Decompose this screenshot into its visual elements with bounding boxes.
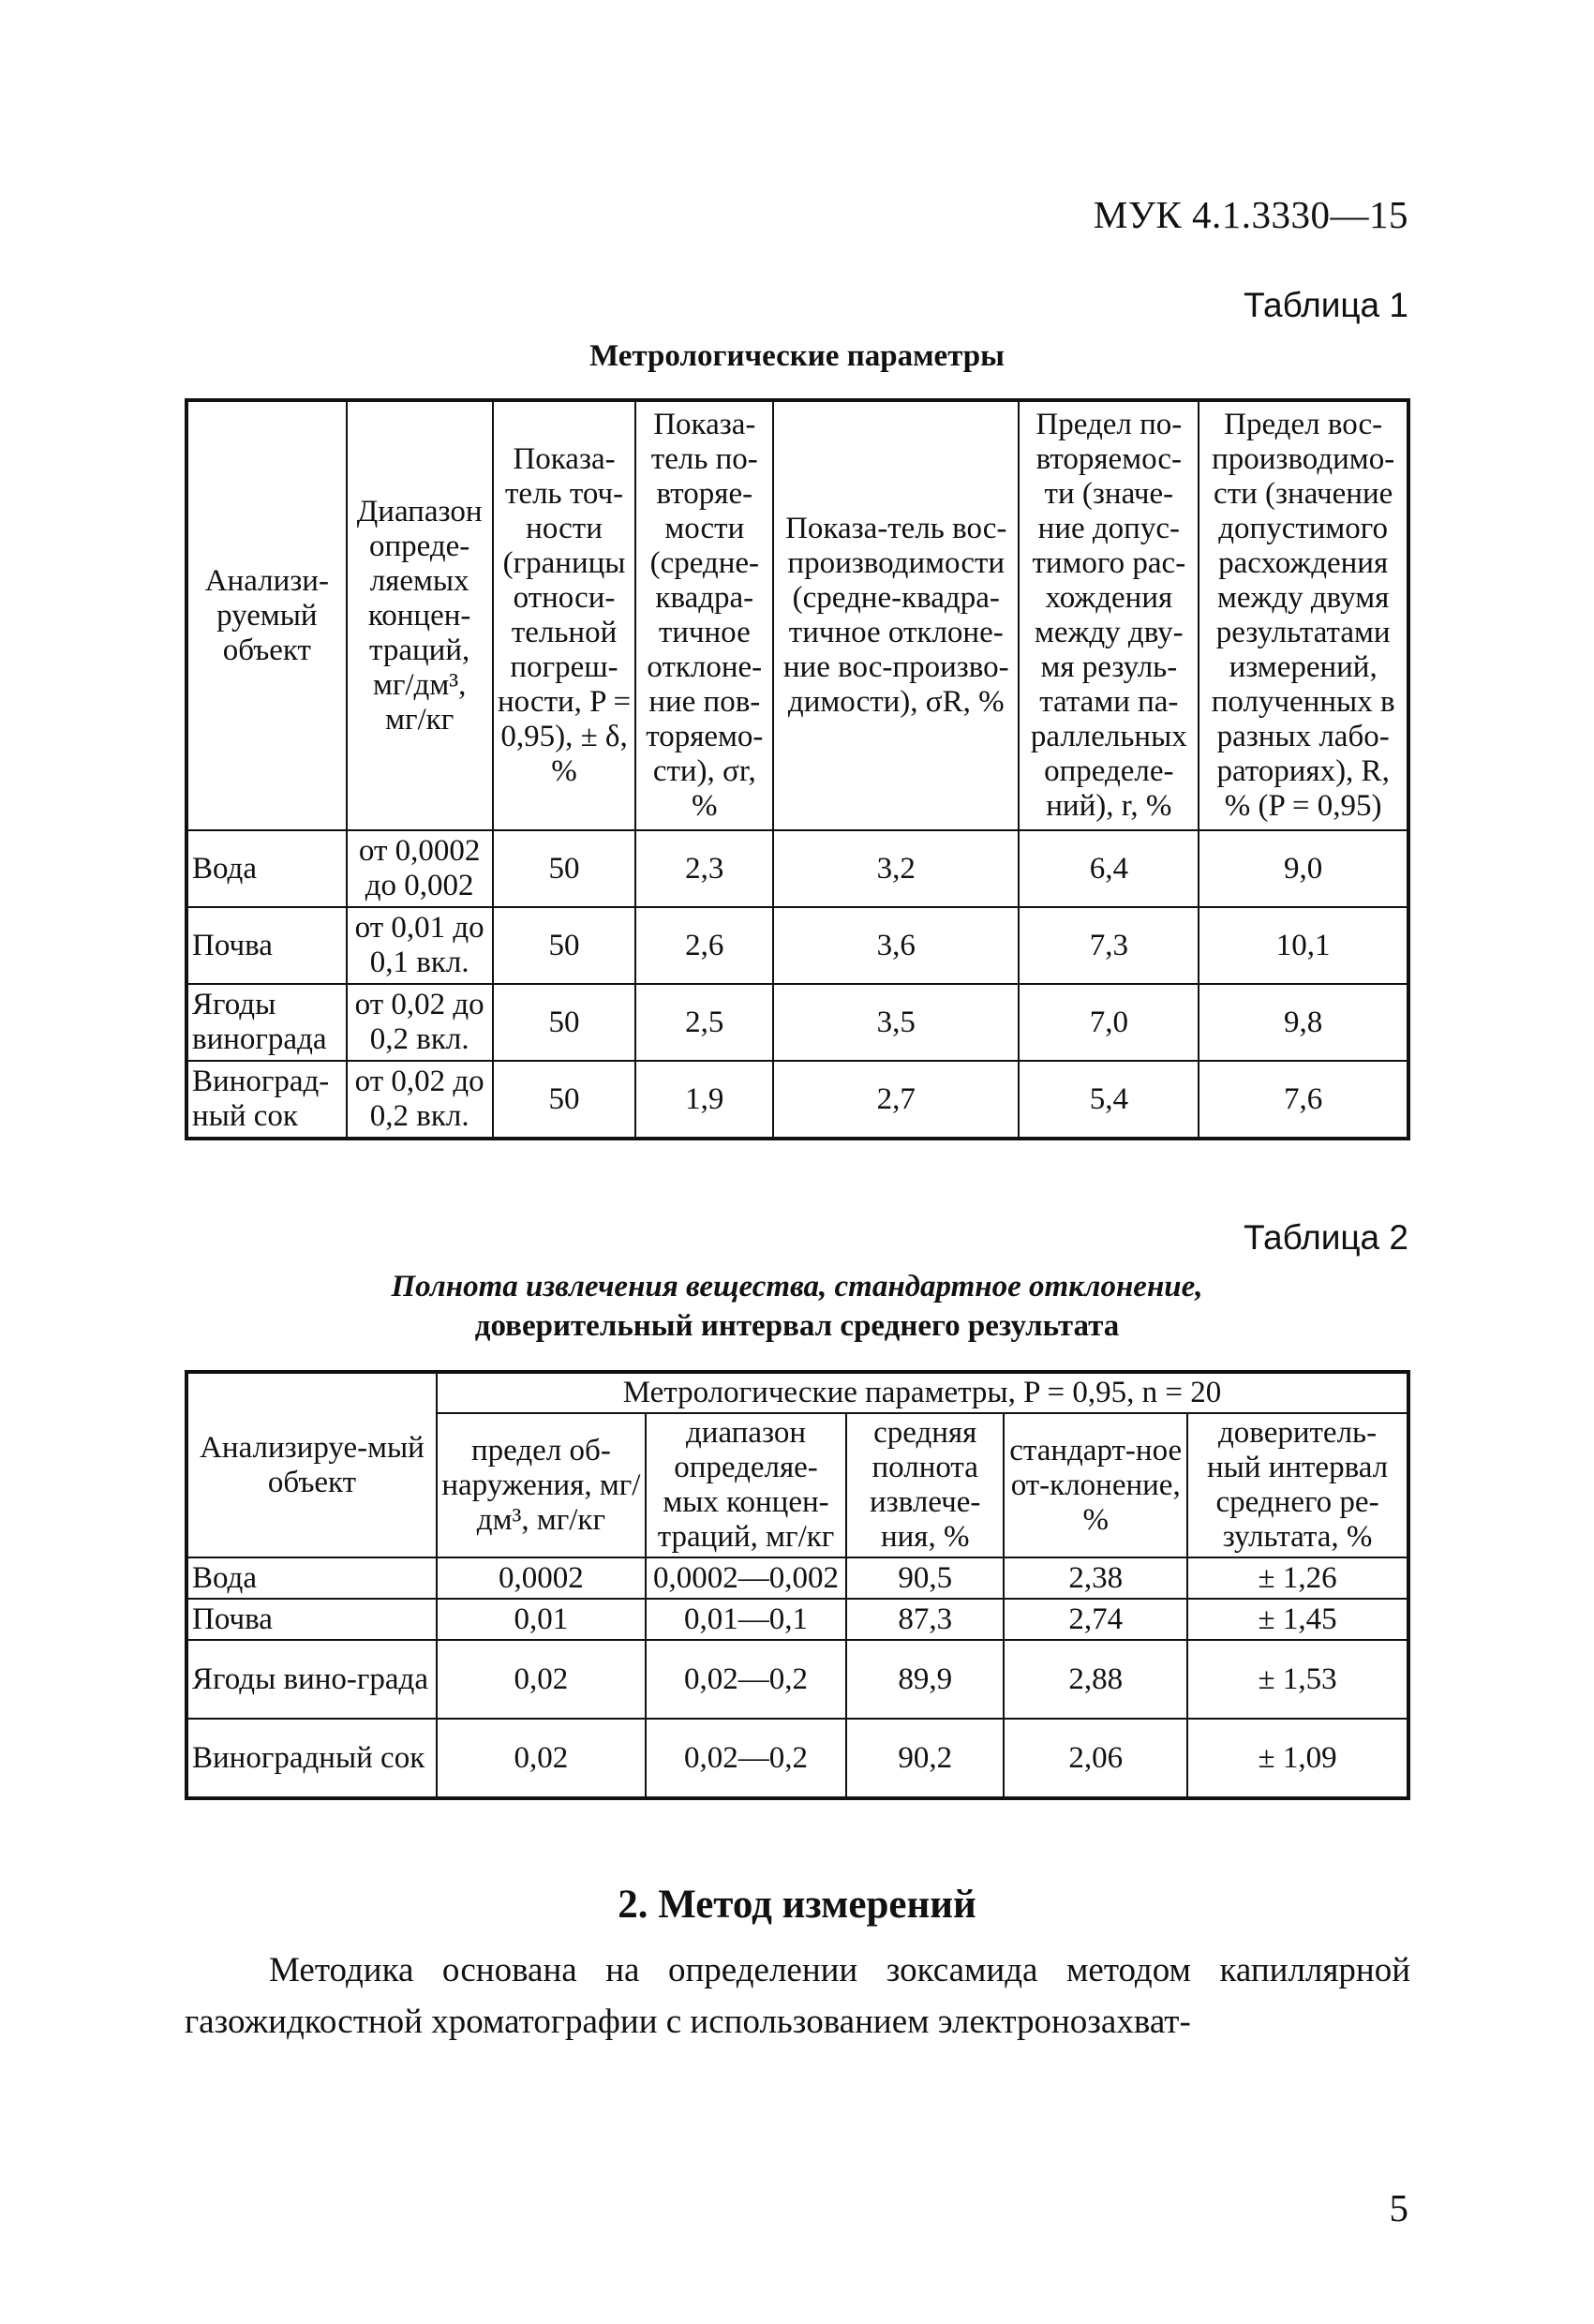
paragraph-text: Методика основана на определении зоксамида методом капиллярной газожидкостной хроматографии с использованием электронозахват-: [185, 1951, 1410, 2041]
table-cell: 3,5: [773, 984, 1019, 1061]
page-number: 5: [1389, 2186, 1408, 2229]
table-cell: от 0,01 до 0,1 вкл.: [347, 907, 493, 984]
table-cell: Виноградный сок: [186, 1719, 437, 1798]
table-cell: Виноград-ный сок: [186, 1061, 347, 1139]
table-cell: 0,02—0,2: [646, 1719, 846, 1798]
table1-header-cell: Предел по-вторяемос-ти (значе-ние допус-тимого рас-хождения между дву-мя резуль-татами па-раллельных определе-ний), r, %: [1019, 400, 1199, 830]
table-cell: 0,0002: [437, 1557, 646, 1599]
table-cell: 2,38: [1004, 1557, 1187, 1599]
table2-header-cell: стандарт-ное от-клонение, %: [1004, 1413, 1187, 1557]
table2-label: Таблица 2: [1244, 1218, 1408, 1257]
table-row: [186, 1557, 1408, 1599]
table-cell: 1,9: [635, 1061, 773, 1139]
table-cell: 2,5: [635, 984, 773, 1061]
table-row: [186, 1719, 1408, 1798]
table1-header-cell: Показа-тель точ-ности (границы относи-тельной погреш-ности, P = 0,95), ± δ, %: [493, 400, 636, 830]
table1-label: Таблица 1: [1244, 286, 1408, 324]
table-cell: ± 1,53: [1187, 1640, 1408, 1719]
table-cell: 0,02: [437, 1719, 646, 1798]
table-cell: от 0,02 до 0,2 вкл.: [347, 984, 493, 1061]
table-cell: Ягоды вино-града: [186, 1640, 437, 1719]
table-cell: 0,01: [437, 1599, 646, 1640]
table-cell: 10,1: [1199, 907, 1408, 984]
table-row: [186, 830, 1408, 907]
metrological-parameters-table: [185, 398, 1410, 1140]
table2-header-cell: предел об-наружения, мг/дм³, мг/кг: [437, 1413, 646, 1557]
table-cell: 50: [493, 984, 636, 1061]
table2-group-header: Метрологические параметры, P = 0,95, n = 20: [437, 1372, 1408, 1413]
table-cell: 50: [493, 907, 636, 984]
table-row: [186, 1061, 1408, 1139]
table2-group-header-row: [186, 1372, 1408, 1413]
table1-header-cell: Предел вос-производимо-сти (значение допустимого расхождения между двумя результатами измерений, полученных в разных лабо-раториях), R, % (P = 0,95): [1199, 400, 1408, 830]
recovery-table: [185, 1370, 1410, 1800]
table-cell: от 0,0002 до 0,002: [347, 830, 493, 907]
table2-caption-line2: доверительный интервал среднего результата: [474, 1309, 1120, 1343]
table-cell: 50: [493, 1061, 636, 1139]
section-heading: 2. Метод измерений: [618, 1883, 976, 1927]
table-cell: 2,88: [1004, 1640, 1187, 1719]
table-cell: от 0,02 до 0,2 вкл.: [347, 1061, 493, 1139]
table-cell: 7,3: [1019, 907, 1199, 984]
table1-header-cell: Показа-тель вос-производимости (средне-квадра-тичное отклоне-ние вос-произво-димости), σR, %: [773, 400, 1019, 830]
table-cell: 9,8: [1199, 984, 1408, 1061]
table-cell: 3,6: [773, 907, 1019, 984]
table-row: [186, 907, 1408, 984]
table1-header-cell: Диапазон опреде-ляемых концен-траций, мг/дм³, мг/кг: [347, 400, 493, 830]
table-cell: 5,4: [1019, 1061, 1199, 1139]
table-cell: ± 1,26: [1187, 1557, 1408, 1599]
table2-header-cell: диапазон определяе-мых концен-траций, мг/кг: [646, 1413, 846, 1557]
table-cell: ± 1,45: [1187, 1599, 1408, 1640]
table-cell: 2,7: [773, 1061, 1019, 1139]
table-cell: Ягоды винограда: [186, 984, 347, 1061]
table-cell: 9,0: [1199, 830, 1408, 907]
table-cell: 2,6: [635, 907, 773, 984]
table-cell: 90,5: [846, 1557, 1004, 1599]
table-cell: 87,3: [846, 1599, 1004, 1640]
table-cell: 89,9: [846, 1640, 1004, 1719]
document-code: МУК 4.1.3330—15: [1093, 193, 1408, 236]
table1-caption: Метрологические параметры: [589, 339, 1005, 373]
table2-caption-line1: Полнота извлечения вещества, стандартное отклонение,: [391, 1270, 1203, 1304]
table-cell: 7,0: [1019, 984, 1199, 1061]
table-row: [186, 984, 1408, 1061]
table-cell: 2,74: [1004, 1599, 1187, 1640]
table1-header-row: [186, 400, 1408, 830]
table-cell: ± 1,09: [1187, 1719, 1408, 1798]
table-cell: 6,4: [1019, 830, 1199, 907]
table-cell: Почва: [186, 1599, 437, 1640]
body-paragraph: [185, 1944, 1410, 2048]
table-cell: 7,6: [1199, 1061, 1408, 1139]
table-cell: Почва: [186, 907, 347, 984]
table-cell: 0,0002—0,002: [646, 1557, 846, 1599]
table-cell: 50: [493, 830, 636, 907]
table-cell: 2,3: [635, 830, 773, 907]
table-cell: 0,01—0,1: [646, 1599, 846, 1640]
table2-header-cell: доверитель-ный интервал среднего ре-зультата, %: [1187, 1413, 1408, 1557]
table-row: [186, 1599, 1408, 1640]
table-cell: 0,02: [437, 1640, 646, 1719]
table-cell: Вода: [186, 830, 347, 907]
table-cell: 2,06: [1004, 1719, 1187, 1798]
table2-header-cell: средняя полнота извлече-ния, %: [846, 1413, 1004, 1557]
table-cell: Вода: [186, 1557, 437, 1599]
table-cell: 0,02—0,2: [646, 1640, 846, 1719]
table1-header-cell: Анализи-руемый объект: [186, 400, 347, 830]
table-row: [186, 1640, 1408, 1719]
table-cell: 90,2: [846, 1719, 1004, 1798]
table-cell: 3,2: [773, 830, 1019, 907]
table1-header-cell: Показа-тель по-вторяе-мости (средне-квадра-тичное отклоне-ние пов-торяемо-сти), σr, %: [635, 400, 773, 830]
table2-object-header: Анализируе-мый объект: [186, 1372, 437, 1557]
